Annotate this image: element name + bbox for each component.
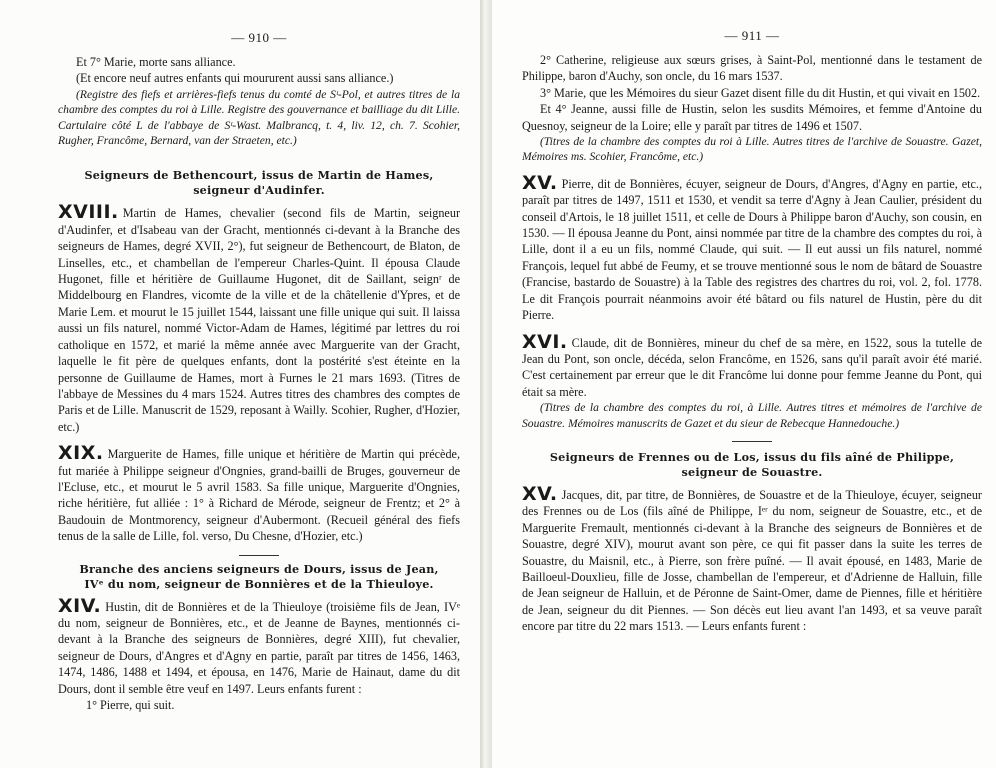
- page-gutter: [480, 0, 492, 768]
- left-page: [0, 0, 480, 768]
- entry-text: Hustin, dit de Bonnières et de la Thieuloye (troisième fils de Jean, IVᵉ du nom, seigneur de Bonnières, etc., et de Jeanne de Baynes, mentionnés ci-devant à la Branche des seigneurs de Bonnières, degré XIII), fut chevalier, seigneur de Dours, d'Angres et d'Agny en partie, paraît par titres de 1456, 1463, 1474, 1486, 1488 et 1494, et épousa, en 1476, Marie de Hainaut, dame du dit Dours, dont il semble être veuf en 1497. Leurs enfants furent :: [58, 599, 460, 696]
- section-heading: Seigneurs de Frennes ou de Los, issus du fils aîné de Philippe, seigneur de Souastre.: [549, 449, 955, 479]
- degree-number: XIX.: [58, 442, 104, 465]
- genealogy-entry: [58, 442, 460, 544]
- section-heading: Branche des anciens seigneurs de Dours, issus de Jean, IVᵉ du nom, seigneur de Bonnières et de la Thieuloye.: [79, 561, 439, 591]
- paragraph: (Et encore neuf autres enfants qui moururent aussi sans alliance.): [76, 71, 394, 86]
- divider: [239, 555, 279, 556]
- paragraph: 3° Marie, que les Mémoires du sieur Gazet disent fille du dit Hustin, et qui vivait en 1502.: [540, 85, 981, 100]
- citation: (Titres de la chambre des comptes du roi, à Lille. Autres titres et mémoires de l'archive de Souastre. Mémoires manuscrits de Gazet et du sieur de Rebecque Hannedouche.): [522, 401, 982, 430]
- paragraph: Et 7° Marie, morte sans alliance.: [76, 55, 236, 69]
- entry-text: Marguerite de Hames, fille unique et héritière de Martin qui précède, fut mariée à Philippe seigneur d'Ongnies, grand-bailli de Bruges, gouverneur de l'Ecluse, etc., et mourut le 5 avril 1583. Sa fille unique, Marguerite d'Ongnies, riche héritière, fut alliée : 1° à Richard de Mérode, seigneur de Frentz; et 2° à Baudouin de Montmorency, seigneur d'Aubermont. (Recueil général des fiefs tenus de la salle de Lille, fol. verso, Du Chesne, d'Hozier, etc.): [58, 447, 460, 544]
- page-number: — 911 —: [724, 28, 780, 43]
- genealogy-entry: [522, 171, 982, 324]
- genealogy-entry: [522, 482, 982, 635]
- section-heading: Seigneurs de Bethencourt, issus de Martin de Hames, seigneur d'Audinfer.: [84, 168, 434, 198]
- genealogy-entry: [58, 201, 460, 435]
- entry-text: Pierre, dit de Bonnières, écuyer, seigneur de Dours, d'Angres, d'Agny en partie, etc., paraît par titres de 1497, 1511 et 1530, et vendit sa terre d'Agny à Jean Caulier, président du conseil d'Artois, le 18 juillet 1511, et celle de Dours à Philippe baron d'Auchy, son cousin, en 1530. — Il épousa Jeanne du Pont, ainsi nommée par titre de la chambre des comptes du roi, à Lille, dont il a eu un fils, nommé Claude, qui suit. — Il eut aussi un fils naturel, nommé François, lequel fut abbé de Feumy, et se trouve mentionné sous le nom de bâtard de Souastre (Francise, bastardo de Souastre) à la Table des registres des chartres du roi, vol. 2, fol. 1778. Le dit François pourrait néanmoins avoir été bâtard ou fils naturel de Hustin, père du dit Pierre.: [522, 176, 982, 323]
- degree-number: XV.: [522, 482, 558, 505]
- entry-text: Martin de Hames, chevalier (second fils de Martin, seigneur d'Audinfer, et d'Isabeau van der Gracht, mentionnés ci-devant à la Branche des seigneurs de Hames, degré XVII, 2°), fut seigneur de Bethencourt, de Blaton, de Linselles, etc., et chambellan de l'empereur Charles-Quint. Il épousa Claude Hugonet, fille et héritière de Guillaume Hugonet, dit de Saillant, seignʳ de Middelbourg en Flandres, vicomte de la ville et de la châtellenie d'Ypres, et de Marie Lem. et mourut le 15 juillet 1544, laissant une fille unique qui suit. Il laissa aussi un fils naturel, nommé Victor-Adam de Hames, légitimé par lettres du roi catholique en 1572, et marié la même année avec Marguerite van der Gracht, laquelle le fit père de quelques enfants, dont la postérité s'est éteinte en la personne de Guillaume de Hames, mort à Furnes le 21 mars 1693. (Titres de l'abbaye de Messines du 4 mars 1524. Autres titres des chambres des comptes de Paris et de Lille. Manuscrit de 1529, reposant à Wailly. Scohier, Rugher, d'Hozier, etc.): [58, 206, 460, 434]
- entry-text: Jacques, dit, par titre, de Bonnières, de Souastre et de la Thieuloye, écuyer, seigneur des Frennes ou de Los (fils aîné de Philippe, Iᵉʳ du nom, seigneur de Souastre, etc., et de Marguerite Fremault, mentionnés ci-devant à la Branche des seigneurs de Bonnières et de Souastre, degré XIV), mourut avant son père, ce qui fit passer dans la suite les terres de Souastre, du Maisnil, etc., à Pierre, son frère puîné. — Il avait épousé, en 1483, Marie de Bailloeul-Douxlieu, fille de Josse, chambellan de l'empereur, et d'Adrienne de Halluin, fille de Jean seigneur de Halluin, et de Péronne de Saint-Omer, dame de Piennes, fille et héritière de Jean, seigneur du dit Piennes. — Son décès eut lieu avant l'an 1493, et sa veuve paraît encore par titre du 22 mars 1513. — Leurs enfants furent :: [522, 487, 982, 634]
- degree-number: XVIII.: [58, 201, 119, 224]
- genealogy-entry: [522, 330, 982, 401]
- degree-number: XV.: [522, 171, 558, 194]
- right-page: [492, 0, 996, 768]
- citation: (Registre des fiefs et arrières-fiefs tenus du comté de Sᵗ-Pol, et autres titres de la chambre des comptes du roi à Lille. Registre des gouvernance et bailliage du dit Lille. Cartulaire côté L de l'abbaye de Sᵗ-Wast. Malbrancq, t. 4, liv. 12, ch. 7. Scohier, Rugher, Francôme, Bernard, van der Straeten, etc.): [58, 87, 460, 148]
- degree-number: XIV.: [58, 594, 102, 617]
- citation: (Titres de la chambre des comptes du roi à Lille. Autres titres de l'archive de Souastre. Gazet, Mémoires ms. Scohier, Francôme, etc.): [522, 135, 982, 164]
- paragraph: 2° Catherine, religieuse aux sœurs grises, à Saint-Pol, mentionné dans le testament de Philippe, baron d'Auchy, son oncle, du 16 mars 1537.: [522, 53, 982, 84]
- genealogy-entry: [58, 594, 460, 697]
- entry-text: Claude, dit de Bonnières, mineur du chef de sa mère, en 1522, sous la tutelle de Jean du Pont, son oncle, décéda, selon Francôme, en 1526, sans qu'il paraît avoir été marié. C'est certainement par erreur que le dit Francôme lui donne pour femme Jeanne du Pont, qui était sa mère.: [522, 335, 982, 399]
- paragraph: Et 4° Jeanne, aussi fille de Hustin, selon les susdits Mémoires, et femme d'Antoine du Quesnoy, seigneur de la Loire; elle y paraît par titres de 1496 et 1507.: [522, 102, 982, 133]
- page-number: — 910 —: [231, 30, 287, 45]
- divider: [732, 441, 772, 442]
- degree-number: XVI.: [522, 330, 568, 353]
- paragraph: 1° Pierre, qui suit.: [86, 698, 175, 712]
